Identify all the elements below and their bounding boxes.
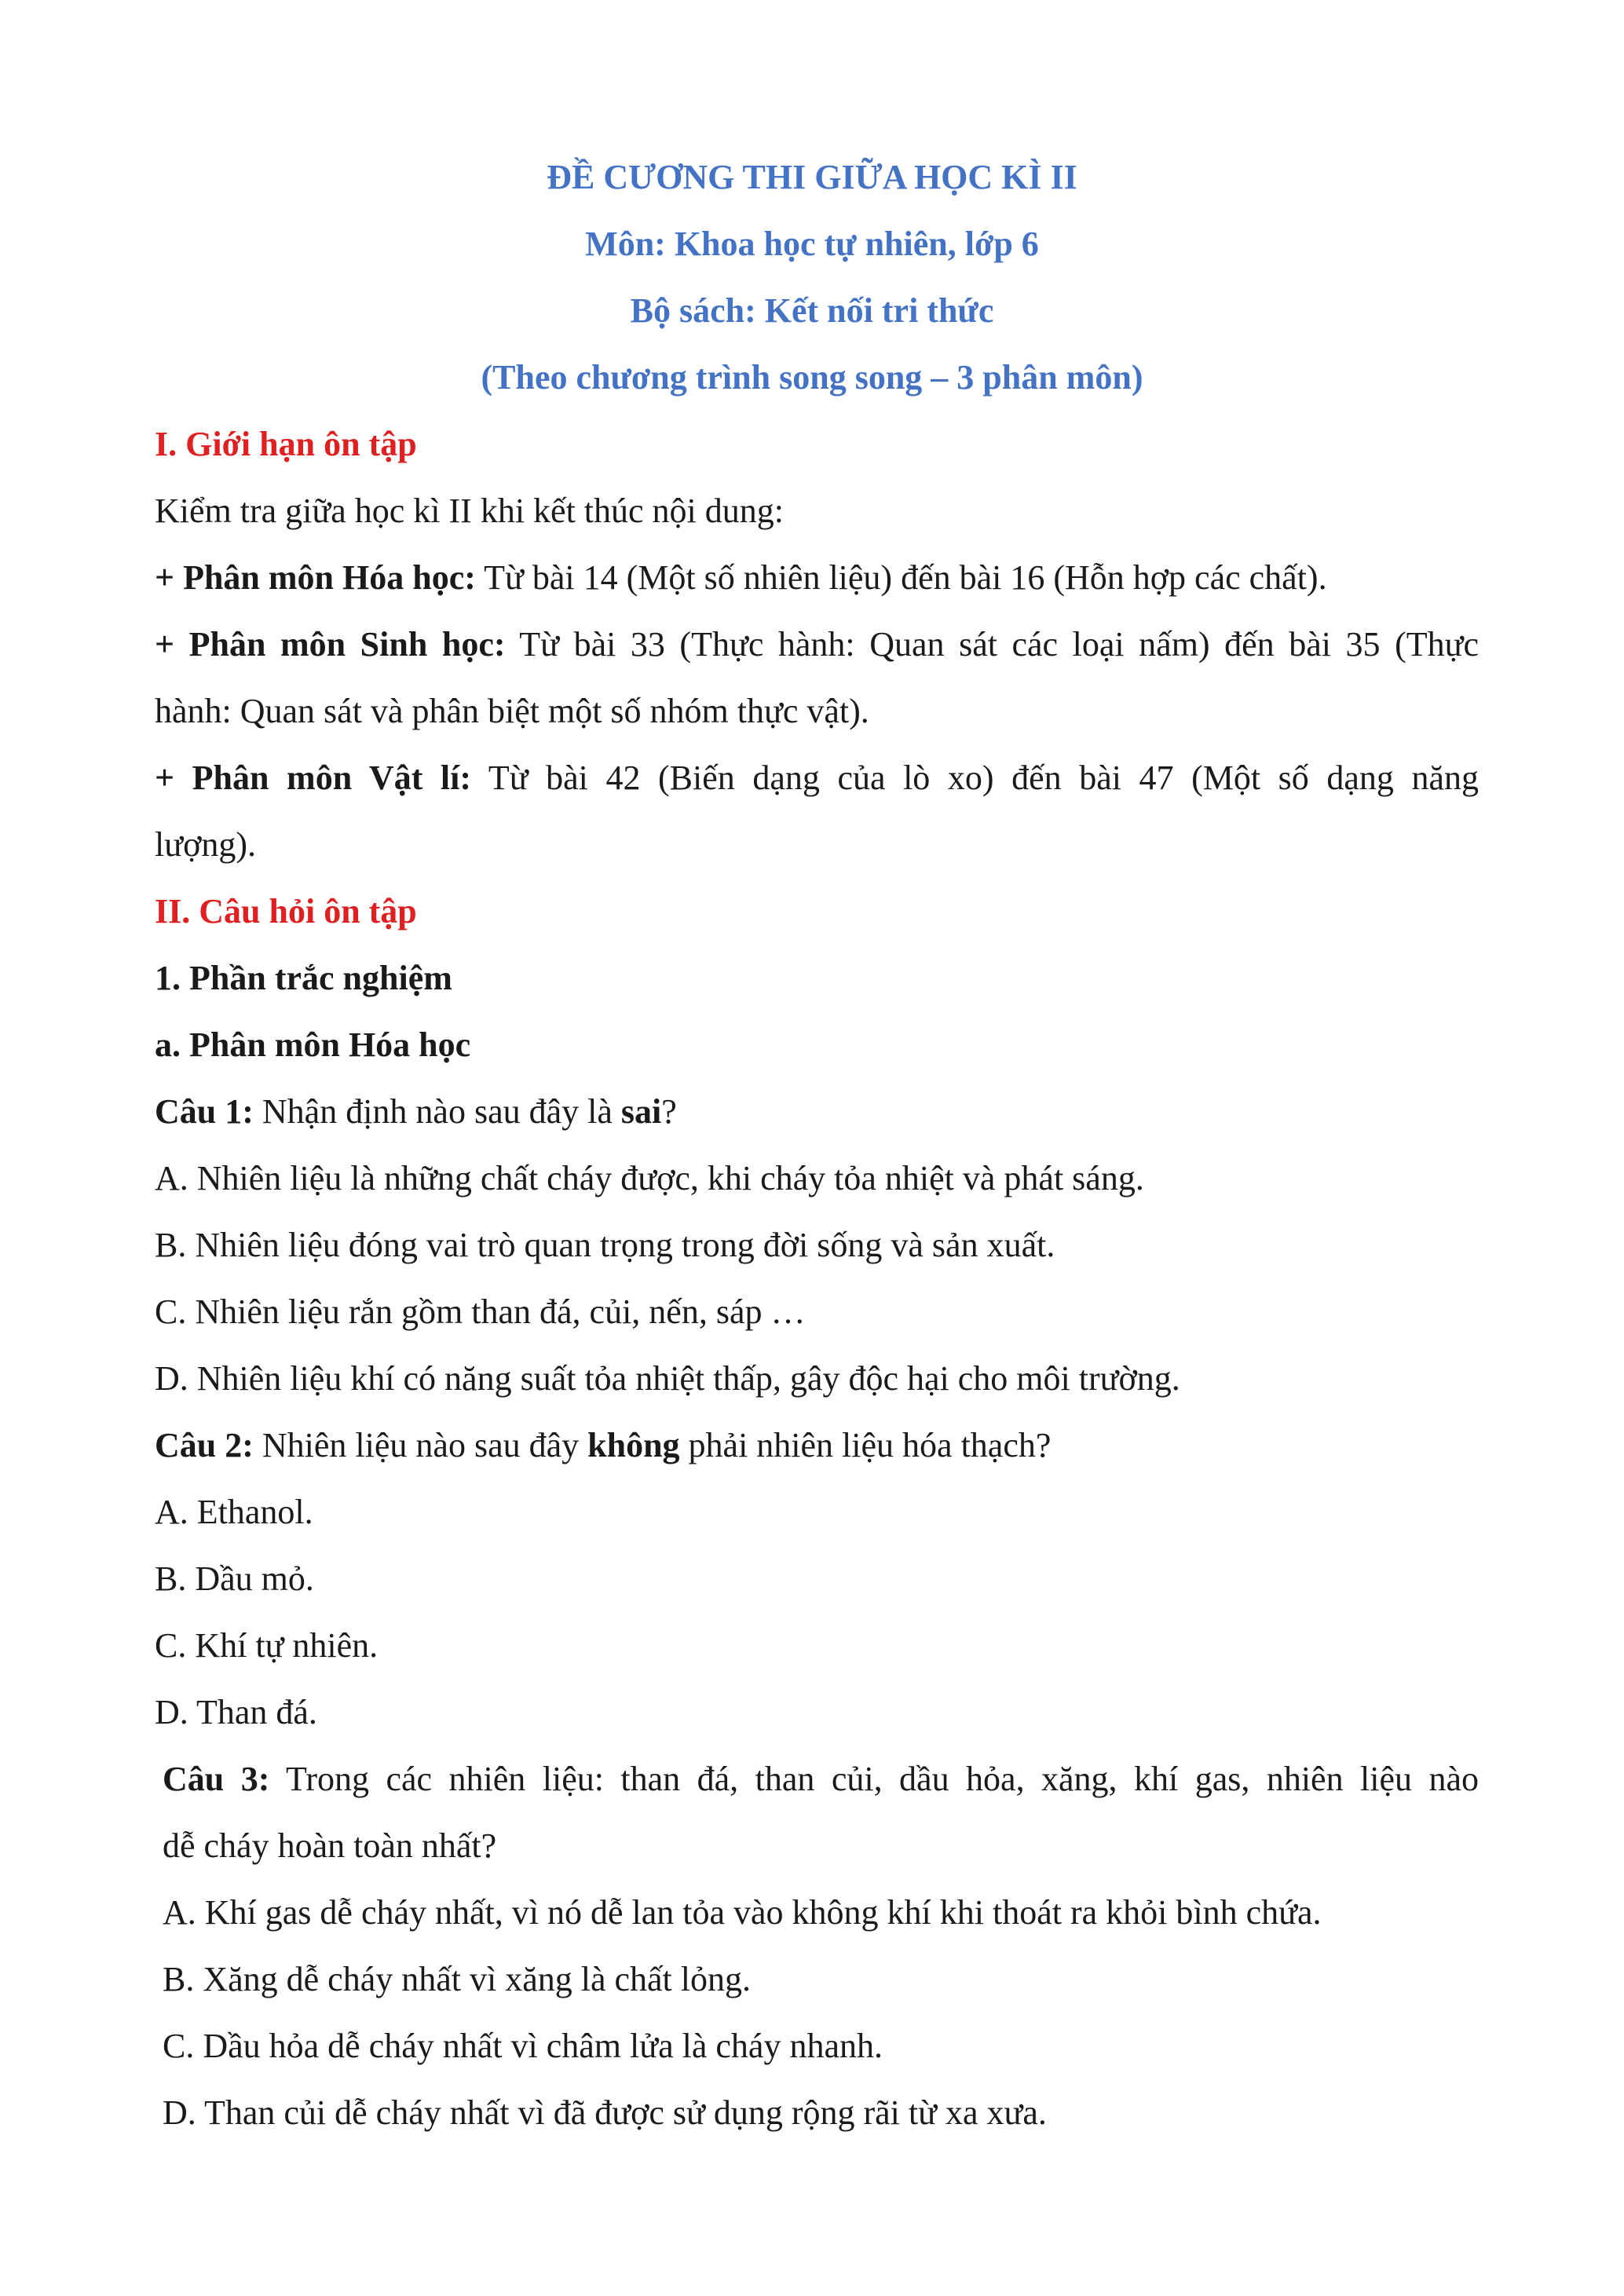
section-1-heading: I. Giới hạn ôn tập — [155, 425, 417, 463]
question-3-option-d: D. Than củi dễ cháy nhất vì đã được sử dụng rộng rãi từ xa xưa. — [163, 2093, 1047, 2132]
question-2-option-d: D. Than đá. — [155, 1693, 317, 1731]
question-3-option-b: B. Xăng dễ cháy nhất vì xăng là chất lỏng. — [163, 1960, 752, 1998]
question-2-option-a: A. Ethanol. — [155, 1493, 313, 1531]
question-2-option-b: B. Dầu mỏ. — [155, 1559, 314, 1598]
section-1-intro: Kiểm tra giữa học kì II khi kết thúc nội dung: — [155, 492, 785, 530]
question-2-label: Câu 2: — [155, 1426, 254, 1464]
question-3-option-a: A. Khí gas dễ cháy nhất, vì nó dễ lan tỏa vào không khí khi thoát ra khỏi bình chứa. — [163, 1893, 1322, 1932]
question-3-cont: dễ cháy hoàn toàn nhất? — [163, 1826, 497, 1865]
scope-physics-label: + Phân môn Vật lí: — [155, 759, 472, 797]
question-1-emph: sai — [620, 1092, 662, 1131]
question-1-label: Câu 1: — [155, 1092, 254, 1131]
question-3 — [163, 1756, 1479, 1803]
question-1-pre: Nhận định nào sau đây là — [253, 1092, 621, 1131]
scope-chemistry-text: Từ bài 14 (Một số nhiên liệu) đến bài 16 (Hỗn hợp các chất). — [475, 558, 1327, 597]
question-1-option-b: B. Nhiên liệu đóng vai trò quan trọng trong đời sống và sản xuất. — [155, 1226, 1055, 1264]
scope-chemistry-label: + Phân môn Hóa học: — [155, 558, 476, 597]
scope-biology — [155, 621, 1479, 668]
scope-biology-text: Từ bài 33 (Thực hành: Quan sát các loại nấm) đến bài 35 (Thực — [505, 625, 1479, 664]
scope-biology-label: + Phân môn Sinh học: — [155, 625, 506, 664]
question-3-option-c: C. Dầu hỏa dễ cháy nhất vì châm lửa là cháy nhanh. — [163, 2027, 883, 2065]
question-2 — [155, 1422, 1051, 1469]
scope-chemistry — [155, 554, 1327, 601]
question-2-pre: Nhiên liệu nào sau đây — [253, 1426, 588, 1464]
question-1-option-d: D. Nhiên liệu khí có năng suất tỏa nhiệt thấp, gây độc hại cho môi trường. — [155, 1359, 1180, 1398]
question-1-option-c: C. Nhiên liệu rắn gồm than đá, củi, nến, sáp … — [155, 1292, 806, 1331]
scope-physics-cont: lượng). — [155, 825, 256, 864]
question-2-emph: không — [587, 1426, 680, 1464]
scope-physics-text: Từ bài 42 (Biến dạng của lò xo) đến bài 47 (Một số dạng năng — [471, 759, 1479, 797]
question-1-option-a: A. Nhiên liệu là những chất cháy được, khi cháy tỏa nhiệt và phát sáng. — [155, 1159, 1144, 1197]
scope-physics — [155, 755, 1479, 802]
doc-program: (Theo chương trình song song – 3 phân môn) — [481, 358, 1143, 397]
part-1-heading: 1. Phần trắc nghiệm — [155, 959, 452, 997]
part-a-heading: a. Phân môn Hóa học — [155, 1026, 471, 1064]
doc-subject: Môn: Khoa học tự nhiên, lớp 6 — [585, 225, 1039, 263]
question-2-option-c: C. Khí tự nhiên. — [155, 1626, 379, 1665]
doc-title: ĐỀ CƯƠNG THI GIỮA HỌC KÌ II — [547, 158, 1077, 196]
section-2-heading: II. Câu hỏi ôn tập — [155, 892, 417, 930]
question-1 — [155, 1088, 677, 1135]
question-3-text: Trong các nhiên liệu: than đá, than củi, dầu hỏa, xăng, khí gas, nhiên liệu nào — [269, 1760, 1480, 1798]
question-1-post: ? — [661, 1092, 677, 1131]
scope-biology-cont: hành: Quan sát và phân biệt một số nhóm thực vật). — [155, 692, 869, 730]
question-3-label: Câu 3: — [163, 1760, 270, 1798]
doc-book: Bộ sách: Kết nối tri thức — [630, 291, 994, 330]
question-2-post: phải nhiên liệu hóa thạch? — [679, 1426, 1052, 1464]
